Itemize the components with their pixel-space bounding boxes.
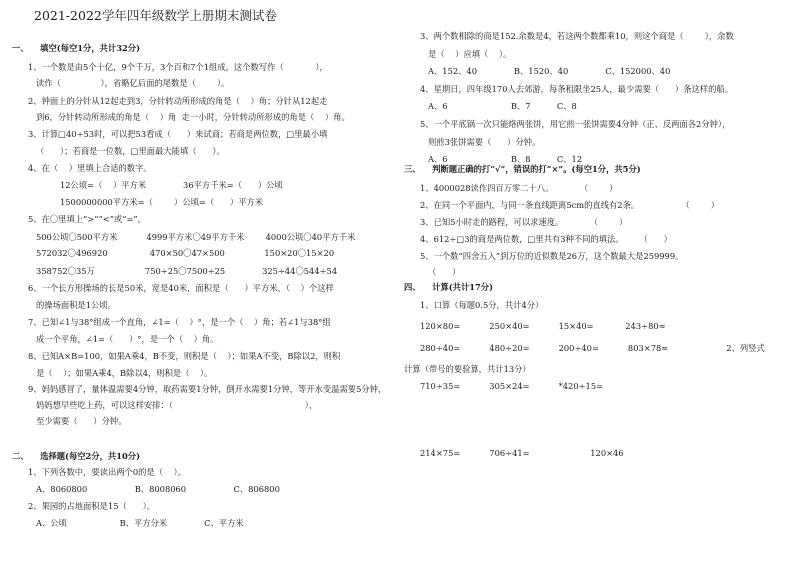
left-line-q4b: 1500000000平方米=（ ）公顷=（ ）平方米 (60, 197, 264, 207)
right-line-c4: 4、星期日，四年级170人去郊游，每条租限坐25人，最少需要（ ）条这样的船。 (420, 84, 733, 94)
left-line-q5c: 358752〇35万 750÷25〇7500÷25 325÷44〇544÷54 (36, 266, 338, 276)
right-line-j1: 1、4000028读作四百万零二十八。 （ ） (420, 183, 618, 193)
right-line-c3o: A、152、40 B、1520、40 C、152000、40 (428, 66, 671, 76)
left-line-q2b: 到6，分针转动所形成的角是（ ）角 走一小时，分针转动所形成的角是（ ）角。 (36, 112, 350, 122)
left-line-q9a: 9、妈妈感冒了，量体温需要4分钟，取药需要1分钟，倒开水需要1分钟，等开水变温需要5分钟， (28, 384, 387, 394)
right-line-k1b: 280÷40= 480÷20= 200÷40= 803×78≈ 2、列竖式 (420, 343, 765, 353)
left-line-q8b: 是（ ）；如果A乘4，B除以4，则积是（ ）。 (36, 368, 213, 378)
left-line-q9b: 妈妈想早些吃上药，可以这样安排：（ ）， (36, 400, 318, 410)
right-line-s4: 四、 计算(共计17分) (404, 282, 494, 292)
right-line-j4: 4、612÷□3的商是两位数，□里共有3种不同的填法。 （ ） (420, 234, 672, 244)
right-line-k2a: 710÷35= 305×24= *420÷15= (420, 381, 604, 391)
right-line-c5b: 则煎3张饼需要（ ）分钟。 (428, 137, 541, 147)
right-line-c5a: 5、一个平底锅一次只能烙两张饼，用它煎一张饼需要4分钟（正、反两面各2分钟）， (420, 119, 731, 129)
right-line-s3: 三、 判断题正确的打“√”，错误的打“×”。(每空1分，共5分) (404, 164, 641, 174)
right-line-k1: 1、口算（每题0.5分，共计4分） (420, 300, 544, 310)
right-line-c3b: 是（ ）应填（ ）。 (428, 49, 512, 59)
right-line-j3: 3、已知5小时走的路程，可以求速度。 （ ） (420, 217, 628, 227)
right-line-c3a: 3、两个数相除的商是152.余数是4，若这两个数都乘10，则这个商是（ ），余数 (420, 31, 734, 41)
left-line-s1: 一、 填空(每空1分，共计32分) (12, 43, 140, 53)
left-line-q7b: 成一个平角，∠1=（ ）°，是一个（ ）角。 (36, 334, 219, 344)
left-line-q4: 4、在（ ）里填上合适的数字。 (28, 163, 152, 173)
left-line-q5a: 500公顷〇500平方米 4999平方米〇49平方千米 4000公顷〇40平方千米 (36, 232, 356, 242)
right-line-k2: 计算（带号的要验算，共计13分） (404, 364, 531, 374)
left-line-q6b: 的操场面积是1公顷。 (36, 300, 116, 310)
left-line-q5b: 572032〇496920 470×50〇47×500 150×20〇15×20 (36, 248, 335, 258)
right-line-c4o: A、6 B、7 C、8 (428, 101, 577, 111)
left-line-q3a: 3、计算□40÷53时，可以把53看成（ ）来试商；若商是两位数，□里最小填 (28, 129, 328, 139)
page-title: 2021-2022学年四年级数学上册期末测试卷 (34, 8, 277, 23)
right-line-k1a: 120×80= 250×40= 15×40= 243÷80≈ (420, 321, 666, 331)
left-line-q1a: 1、一个数是由5个十亿，9个千万，3个百和7个1组成，这个数写作（ ）， (28, 62, 328, 72)
left-line-s2: 二、 选择题(每空2分，共10分) (12, 451, 140, 461)
left-line-q9c: 至少需要（ ）分钟。 (36, 416, 127, 426)
left-line-c2: 2、果园的占地面积是15（ ）。 (28, 501, 156, 511)
left-line-c1: 1、下列各数中，要读出两个0的是（ ）。 (28, 467, 187, 477)
left-line-c2o: A、公顷 B、平方分米 C、平方米 (36, 518, 244, 528)
right-line-c5o: A、6 B、8 C、12 (428, 154, 583, 164)
left-line-q3b: （ ）；若商是一位数，□里面最大能填（ ）。 (36, 146, 225, 156)
right-line-j2: 2、在同一个平面内，与同一条直线距离5cm的直线有2条。 （ ） (420, 200, 720, 210)
left-line-q1b: 读作（ ），省略亿后面的尾数是（ ）。 (36, 78, 230, 88)
left-line-q4a: 12公顷=（ ）平方米 36平方千米=（ ）公顷 (60, 180, 283, 190)
left-line-q7a: 7、已知∠1与38°组成一个直角，∠1=（ ）°，是一个（ ）角；若∠1与38°组 (28, 317, 331, 327)
right-line-j5b: （ ） (428, 267, 461, 277)
left-line-q5: 5、在〇里填上“>”“<”或“=”。 (28, 214, 146, 224)
right-line-k2b: 214×75= 706÷41= 120×46 (420, 448, 624, 458)
left-line-q8: 8、已知A×B=100，如果A乘4，B不变，则积是（ ）；如果A不变，B除以2，则积 (28, 351, 341, 361)
left-line-q6a: 6、一个长方形操场的长是50米，宽是40米，面积是（ ）平方米，（ ）个这样 (28, 283, 334, 293)
left-line-c1o: A、8060800 B、8008060 C、806800 (36, 484, 280, 494)
left-line-q2a: 2、钟面上的分针从12起走到3，分针转动所形成的角是（ ）角；分针从12起走 (28, 96, 328, 106)
right-line-j5a: 5、一个数“四舍五入”到万位的近似数是26万，这个数最大是259999。 (420, 251, 684, 261)
